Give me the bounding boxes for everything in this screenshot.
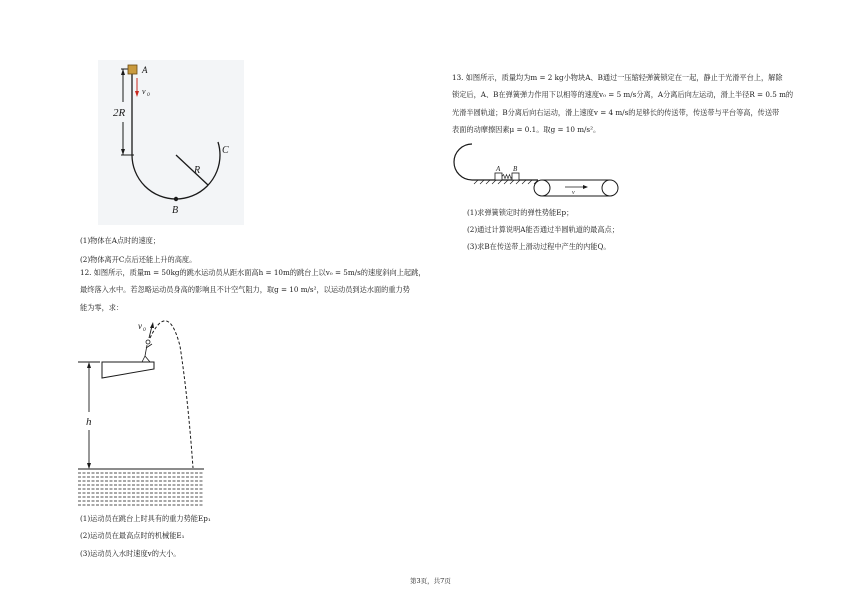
q13-sub3: (3)求B在传送带上滑动过程中产生的内能Q。	[467, 242, 611, 251]
q12-sub3: (3)运动员入水时速度v的大小。	[80, 549, 181, 558]
fig13-B-label: B	[513, 165, 518, 173]
q11-sub1: (1)物体在A点时的速度；	[80, 236, 161, 245]
q13-stem-line2: 锁定后，A、B在弹簧弹力作用下以相等的速度v₀ = 5 m/s分离，A分离后向左运动，滑上半径R = 0.5 m的	[452, 90, 794, 99]
fig11-v0-label: v	[142, 87, 146, 96]
q13-stem-line1: 13. 如图所示，质量均为m = 2 kg小物块A、B通过一压缩轻弹簧锁定在一起，静止于光滑平台上，解除	[452, 73, 783, 82]
q13-stem-line3: 光滑半圆轨道；B分离后向右运动，滑上速度v = 4 m/s的足够长的传送带，传送带与平台等高，传送带	[452, 108, 780, 117]
q12-stem-line1: 12. 如图所示，质量m = 50kg的跳水运动员从距水面高h = 10m的跳台上以v₀ = 5m/s的速度斜向上起跳，	[80, 268, 426, 277]
fig13-A-label: A	[496, 165, 501, 173]
fig11-A-label: A	[142, 65, 148, 75]
q12-stem-line2: 最终落入水中。若忽略运动员身高的影响且不计空气阻力，取g = 10 m/s²，以运动员到达水面的重力势	[80, 285, 410, 294]
page-footer: 第3页，共7页	[410, 577, 451, 585]
fig11-B-label: B	[172, 205, 179, 216]
q13-sub1: (1)求弹簧锁定时的弹性势能Ep；	[467, 208, 574, 217]
figure-13	[450, 140, 630, 202]
block-a	[128, 65, 137, 74]
svg-text:0: 0	[147, 92, 150, 98]
q12-sub2: (2)运动员在最高点时的机械能E₁	[80, 531, 185, 540]
q13-stem-line4: 表面的动摩擦因素μ = 0.1。取g = 10 m/s²。	[452, 125, 601, 134]
q13-sub2: (2)通过计算说明A能否通过半圆轨道的最高点；	[467, 225, 619, 234]
q12-stem-line3: 能为零，求：	[80, 303, 124, 312]
fig11-C-label: C	[222, 145, 229, 156]
figure-12	[78, 318, 208, 518]
q11-sub2: (2)物体离开C点后还能上升的高度。	[80, 255, 197, 264]
fig11-2R-label: 2R	[113, 107, 126, 119]
svg-text:0: 0	[143, 327, 146, 333]
fig12-v0-label: v	[138, 321, 142, 331]
q12-sub1: (1)运动员在跳台上时具有的重力势能Ep₁	[80, 514, 211, 523]
fig12-h-label: h	[86, 416, 92, 428]
fig11-R-label: R	[194, 165, 201, 176]
figure-11	[96, 60, 246, 225]
fig13-v-label: v	[572, 190, 575, 196]
